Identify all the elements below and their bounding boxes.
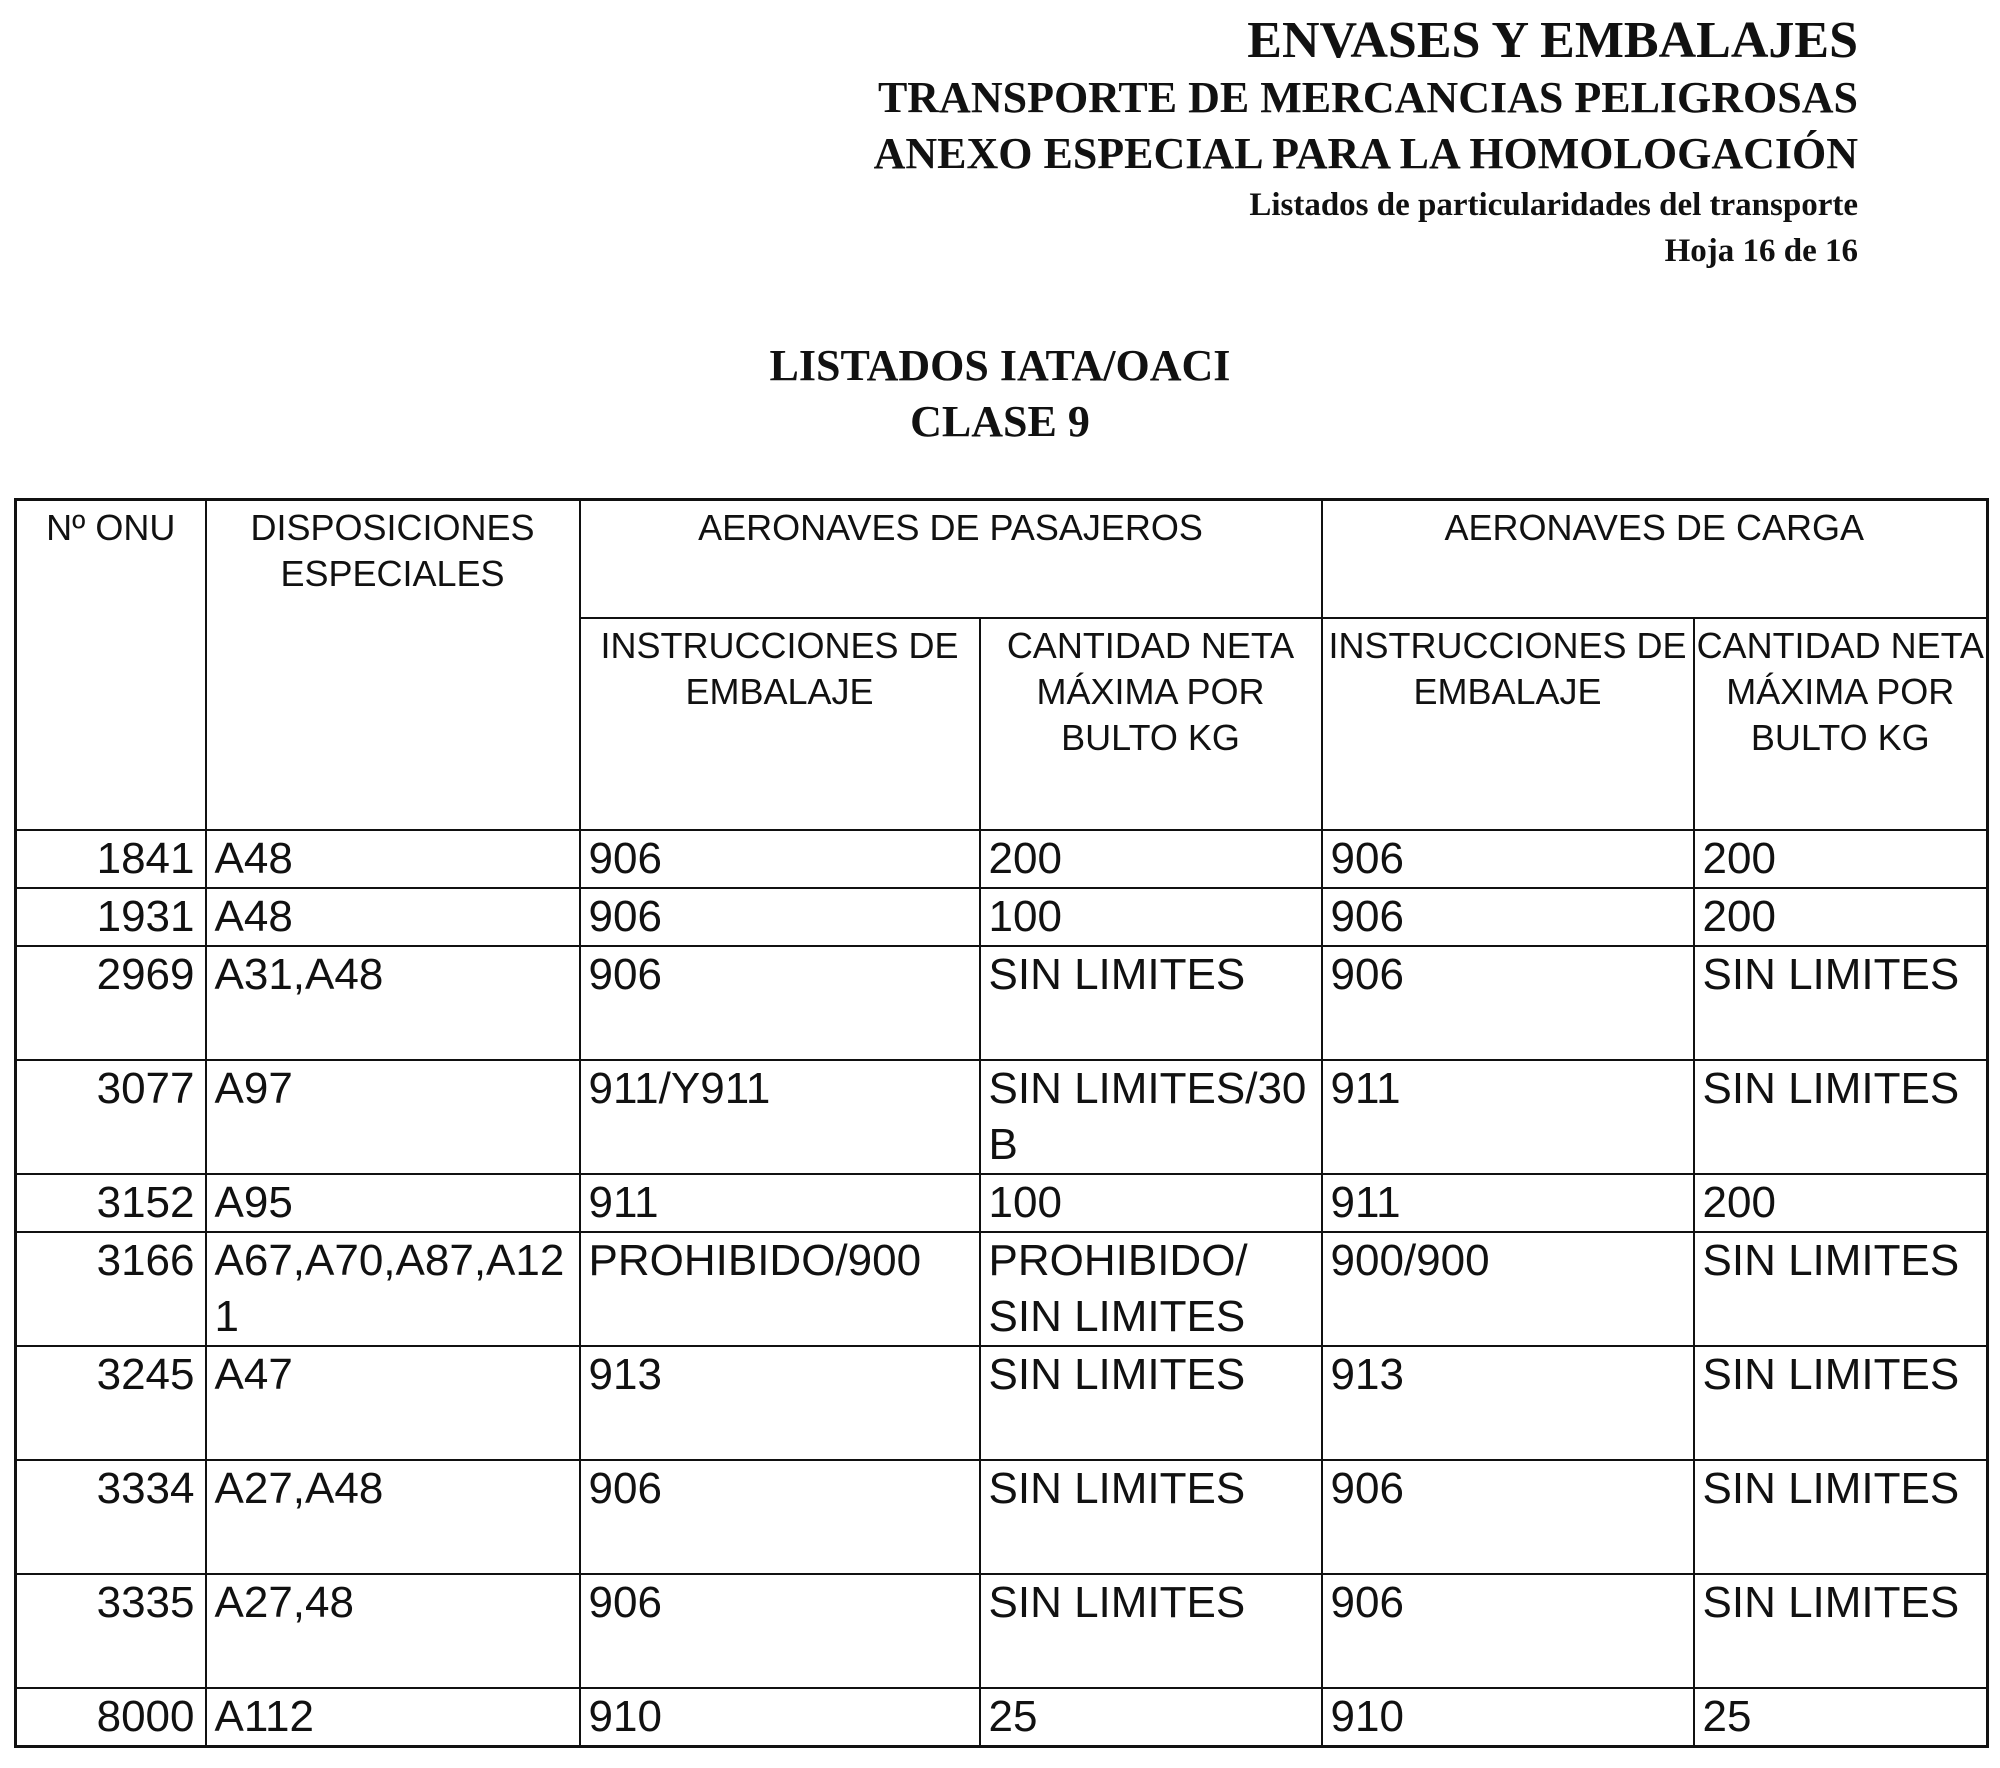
cell-cantidad-pasajeros: SIN LIMITES bbox=[980, 946, 1322, 1060]
table-row bbox=[16, 888, 1988, 946]
table-row bbox=[16, 1174, 1988, 1232]
cell-instrucciones-carga: 911 bbox=[1322, 1060, 1694, 1174]
header-cantidad-carga: CANTIDAD NETA MÁXIMA POR BULTO KG bbox=[1694, 618, 1988, 830]
cell-disposiciones: A27,48 bbox=[206, 1574, 580, 1688]
table-row bbox=[16, 1574, 1988, 1688]
cell-cantidad-carga: SIN LIMITES bbox=[1694, 946, 1988, 1060]
cell-cantidad-pasajeros: SIN LIMITES bbox=[980, 1346, 1322, 1460]
cell-cantidad-carga: 200 bbox=[1694, 830, 1988, 888]
cell-cantidad-carga: SIN LIMITES bbox=[1694, 1574, 1988, 1688]
cell-cantidad-pasajeros: 100 bbox=[980, 1174, 1322, 1232]
cell-instrucciones-pasajeros: PROHIBIDO/900 bbox=[580, 1232, 980, 1346]
table-row bbox=[16, 1346, 1988, 1460]
cell-instrucciones-carga: 906 bbox=[1322, 1574, 1694, 1688]
section-title-clase: CLASE 9 bbox=[910, 397, 1090, 446]
cell-cantidad-carga: SIN LIMITES bbox=[1694, 1460, 1988, 1574]
table-row bbox=[16, 1232, 1988, 1346]
cell-cantidad-carga: 200 bbox=[1694, 1174, 1988, 1232]
cell-cantidad-pasajeros: 100 bbox=[980, 888, 1322, 946]
section-title-listados: LISTADOS IATA/OACI bbox=[769, 341, 1231, 390]
cell-disposiciones: A31,A48 bbox=[206, 946, 580, 1060]
header-group-pasajeros: AERONAVES DE PASAJEROS bbox=[580, 500, 1322, 618]
header-cantidad-pasajeros: CANTIDAD NETA MÁXIMA POR BULTO KG bbox=[980, 618, 1322, 830]
table-row bbox=[16, 1060, 1988, 1174]
cell-onu: 8000 bbox=[16, 1688, 206, 1747]
document-subtitle-annex: ANEXO ESPECIAL PARA LA HOMOLOGACIÓN bbox=[873, 129, 1858, 178]
cell-instrucciones-pasajeros: 906 bbox=[580, 830, 980, 888]
cell-instrucciones-carga: 913 bbox=[1322, 1346, 1694, 1460]
cell-cantidad-pasajeros: SIN LIMITES bbox=[980, 1574, 1322, 1688]
cell-cantidad-carga: 200 bbox=[1694, 888, 1988, 946]
cell-instrucciones-carga: 906 bbox=[1322, 1460, 1694, 1574]
cell-cantidad-pasajeros: 200 bbox=[980, 830, 1322, 888]
header-instrucciones-carga: INSTRUCCIONES DE EMBALAJE bbox=[1322, 618, 1694, 830]
cell-cantidad-pasajeros: 25 bbox=[980, 1688, 1322, 1747]
cell-instrucciones-pasajeros: 906 bbox=[580, 946, 980, 1060]
table-row bbox=[16, 1688, 1988, 1747]
cell-onu: 3152 bbox=[16, 1174, 206, 1232]
header-instrucciones-pasajeros: INSTRUCCIONES DE EMBALAJE bbox=[580, 618, 980, 830]
cell-disposiciones: A95 bbox=[206, 1174, 580, 1232]
cell-cantidad-carga: SIN LIMITES bbox=[1694, 1346, 1988, 1460]
cell-instrucciones-carga: 911 bbox=[1322, 1174, 1694, 1232]
cell-onu: 2969 bbox=[16, 946, 206, 1060]
cell-disposiciones: A67,A70,A87,A121 bbox=[206, 1232, 580, 1346]
cell-disposiciones: A27,A48 bbox=[206, 1460, 580, 1574]
cell-disposiciones: A112 bbox=[206, 1688, 580, 1747]
dangerous-goods-table bbox=[14, 498, 1989, 1748]
cell-cantidad-pasajeros: SIN LIMITES/30 B bbox=[980, 1060, 1322, 1174]
cell-cantidad-carga: SIN LIMITES bbox=[1694, 1060, 1988, 1174]
cell-cantidad-carga: 25 bbox=[1694, 1688, 1988, 1747]
cell-instrucciones-carga: 906 bbox=[1322, 946, 1694, 1060]
document-subtitle-listings: Listados de particularidades del transporte bbox=[1249, 187, 1858, 223]
cell-disposiciones: A48 bbox=[206, 830, 580, 888]
cell-instrucciones-carga: 906 bbox=[1322, 888, 1694, 946]
table-row bbox=[16, 946, 1988, 1060]
cell-instrucciones-pasajeros: 906 bbox=[580, 1460, 980, 1574]
cell-onu: 1841 bbox=[16, 830, 206, 888]
cell-cantidad-pasajeros: PROHIBIDO/ SIN LIMITES bbox=[980, 1232, 1322, 1346]
document-header bbox=[874, 12, 1858, 274]
cell-cantidad-pasajeros: SIN LIMITES bbox=[980, 1460, 1322, 1574]
cell-onu: 3077 bbox=[16, 1060, 206, 1174]
cell-instrucciones-carga: 906 bbox=[1322, 830, 1694, 888]
cell-disposiciones: A47 bbox=[206, 1346, 580, 1460]
section-title bbox=[0, 338, 2000, 450]
cell-instrucciones-pasajeros: 913 bbox=[580, 1346, 980, 1460]
cell-onu: 1931 bbox=[16, 888, 206, 946]
cell-instrucciones-carga: 900/900 bbox=[1322, 1232, 1694, 1346]
page-number: Hoja 16 de 16 bbox=[1664, 233, 1858, 269]
cell-instrucciones-pasajeros: 911 bbox=[580, 1174, 980, 1232]
cell-onu: 3245 bbox=[16, 1346, 206, 1460]
cell-instrucciones-carga: 910 bbox=[1322, 1688, 1694, 1747]
document-subtitle-transport: TRANSPORTE DE MERCANCIAS PELIGROSAS bbox=[877, 73, 1858, 122]
cell-instrucciones-pasajeros: 911/Y911 bbox=[580, 1060, 980, 1174]
header-onu: Nº ONU bbox=[16, 500, 206, 830]
cell-instrucciones-pasajeros: 910 bbox=[580, 1688, 980, 1747]
document-title: ENVASES Y EMBALAJES bbox=[1247, 12, 1858, 69]
cell-onu: 3335 bbox=[16, 1574, 206, 1688]
cell-instrucciones-pasajeros: 906 bbox=[580, 888, 980, 946]
cell-onu: 3166 bbox=[16, 1232, 206, 1346]
cell-onu: 3334 bbox=[16, 1460, 206, 1574]
cell-instrucciones-pasajeros: 906 bbox=[580, 1574, 980, 1688]
cell-disposiciones: A48 bbox=[206, 888, 580, 946]
table-body bbox=[16, 830, 1988, 1747]
table-row bbox=[16, 1460, 1988, 1574]
cell-disposiciones: A97 bbox=[206, 1060, 580, 1174]
header-group-carga: AERONAVES DE CARGA bbox=[1322, 500, 1988, 618]
table-row bbox=[16, 830, 1988, 888]
cell-cantidad-carga: SIN LIMITES bbox=[1694, 1232, 1988, 1346]
header-disposiciones: DISPOSICIONES ESPECIALES bbox=[206, 500, 580, 830]
